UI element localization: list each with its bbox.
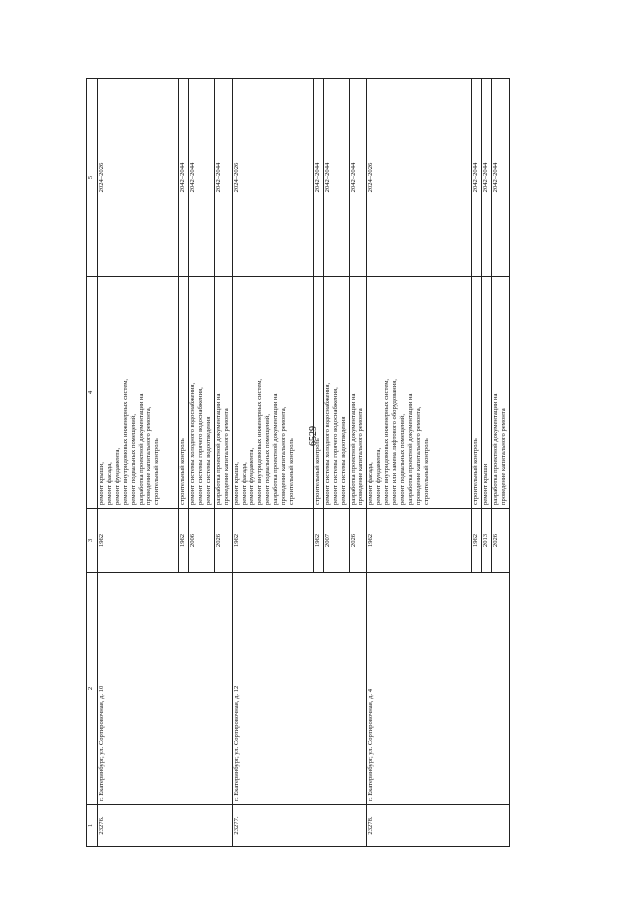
address-cell: г. Екатеринбург, ул. Сортировочная, д. 4	[367, 573, 510, 805]
year-cell: 2026	[492, 509, 510, 573]
table-row	[367, 79, 472, 847]
work-item: проведение капитального ремонта,	[280, 406, 288, 505]
works-cell	[232, 277, 313, 509]
year-cell: 1962	[472, 509, 482, 573]
works-cell	[98, 277, 179, 509]
period-cell: 2024–2026	[232, 79, 313, 277]
row-number: 23278.	[367, 805, 510, 847]
year-cell: 1962	[367, 509, 472, 573]
column-number: 3	[87, 509, 98, 573]
work-item: строительный контроль	[288, 438, 296, 505]
work-item: ремонт подвальных помещений,	[129, 414, 137, 505]
work-item: строительный контроль	[153, 438, 161, 505]
work-item: разработка проектной документации на	[137, 393, 145, 505]
work-item: ремонт внутридомовых инженерных систем,	[256, 378, 264, 505]
work-item: проведение капитального ремонта,	[414, 406, 422, 505]
year-cell: 1962	[179, 509, 189, 573]
work-item: проведение капитального ремонта	[500, 408, 508, 505]
period-cell: 2042–2044	[179, 79, 189, 277]
year-cell: 2013	[482, 509, 492, 573]
year-cell: 1962	[232, 509, 313, 573]
work-item: ремонт системы холодного водоснабжения,	[189, 382, 197, 505]
work-item: ремонт подвальных помещений,	[398, 414, 406, 505]
work-item: проведение капитального ремонта,	[145, 406, 153, 505]
works-cell	[492, 277, 510, 509]
work-item: ремонт системы горячего водоснабжения,	[331, 387, 339, 505]
period-cell: 2042–2044	[323, 79, 349, 277]
page-number: 6529	[308, 426, 319, 446]
column-number-row	[87, 79, 98, 847]
period-cell: 2042–2044	[189, 79, 215, 277]
work-item: проведение капитального ремонта	[222, 408, 230, 505]
period-cell: 2042–2044	[349, 79, 367, 277]
work-item: ремонт системы холодного водоснабжения,	[323, 382, 331, 505]
work-item: строительный контроль	[422, 438, 430, 505]
year-cell: 2007	[323, 509, 349, 573]
work-item: разработка проектной документации на	[492, 393, 500, 505]
work-item: разработка проектной документации на	[214, 393, 222, 505]
period-cell: 2042–2044	[313, 79, 323, 277]
work-item: строительный контроль	[472, 438, 480, 505]
rotated-table-container	[86, 79, 601, 847]
period-cell: 2024–2026	[98, 79, 179, 277]
address-cell: г. Екатеринбург, ул. Сортировочная, д. 12	[232, 573, 367, 805]
work-item: ремонт подвальных помещений,	[264, 414, 272, 505]
year-cell: 2006	[189, 509, 215, 573]
work-item: ремонт крыши	[482, 463, 490, 505]
work-item: ремонт фасада,	[240, 462, 248, 505]
work-item: разработка проектной документации на	[406, 393, 414, 505]
year-cell: 1962	[98, 509, 179, 573]
work-item: ремонт внутридомовых инженерных систем,	[121, 378, 129, 505]
period-cell: 2042–2044	[492, 79, 510, 277]
works-cell	[189, 277, 215, 509]
works-cell	[179, 277, 189, 509]
year-cell: 2026	[214, 509, 232, 573]
year-cell: 1962	[313, 509, 323, 573]
period-cell: 2024–2026	[367, 79, 472, 277]
work-item: ремонт системы водоотведения	[339, 416, 347, 505]
works-cell	[472, 277, 482, 509]
period-cell: 2042–2044	[214, 79, 232, 277]
column-number: 2	[87, 573, 98, 805]
column-number: 4	[87, 277, 98, 509]
period-cell: 2042–2044	[472, 79, 482, 277]
table-row	[98, 79, 179, 847]
column-number: 1	[87, 805, 98, 847]
works-cell	[367, 277, 472, 509]
work-item: строительный контроль	[313, 438, 321, 505]
works-cell	[313, 277, 323, 509]
work-item: ремонт крыши,	[232, 462, 240, 505]
work-item: ремонт системы водоотведения	[204, 416, 212, 505]
work-item: ремонт фундамента,	[248, 447, 256, 505]
row-number: 23276.	[98, 805, 233, 847]
works-cell	[482, 277, 492, 509]
work-item: проведение капитального ремонта	[357, 408, 365, 505]
work-item: ремонт системы горячего водоснабжения,	[197, 387, 204, 505]
column-number: 5	[87, 79, 98, 277]
capital-repair-table	[86, 78, 510, 847]
work-item: строительный контроль	[179, 438, 187, 505]
work-item: ремонт фундамента,	[375, 447, 383, 505]
work-item: ремонт внутридомовых инженерных систем,	[383, 378, 391, 505]
work-item: разработка проектной документации на	[272, 393, 280, 505]
work-item: ремонт фасада,	[367, 462, 375, 505]
work-item: ремонт фундамента,	[113, 447, 121, 505]
works-cell	[349, 277, 367, 509]
work-item: ремонт фасада,	[105, 462, 113, 505]
address-cell: г. Екатеринбург, ул. Сортировочная, д. 10	[98, 573, 233, 805]
work-item: разработка проектной документации на	[349, 393, 357, 505]
works-cell	[323, 277, 349, 509]
work-item: ремонт крыши,	[98, 462, 105, 505]
row-number: 23277.	[232, 805, 367, 847]
work-item: ремонт или замена лифтового оборудования,	[391, 379, 399, 505]
table-row	[232, 79, 313, 847]
year-cell: 2026	[349, 509, 367, 573]
works-cell	[214, 277, 232, 509]
period-cell: 2042–2044	[482, 79, 492, 277]
table-body	[98, 79, 510, 847]
